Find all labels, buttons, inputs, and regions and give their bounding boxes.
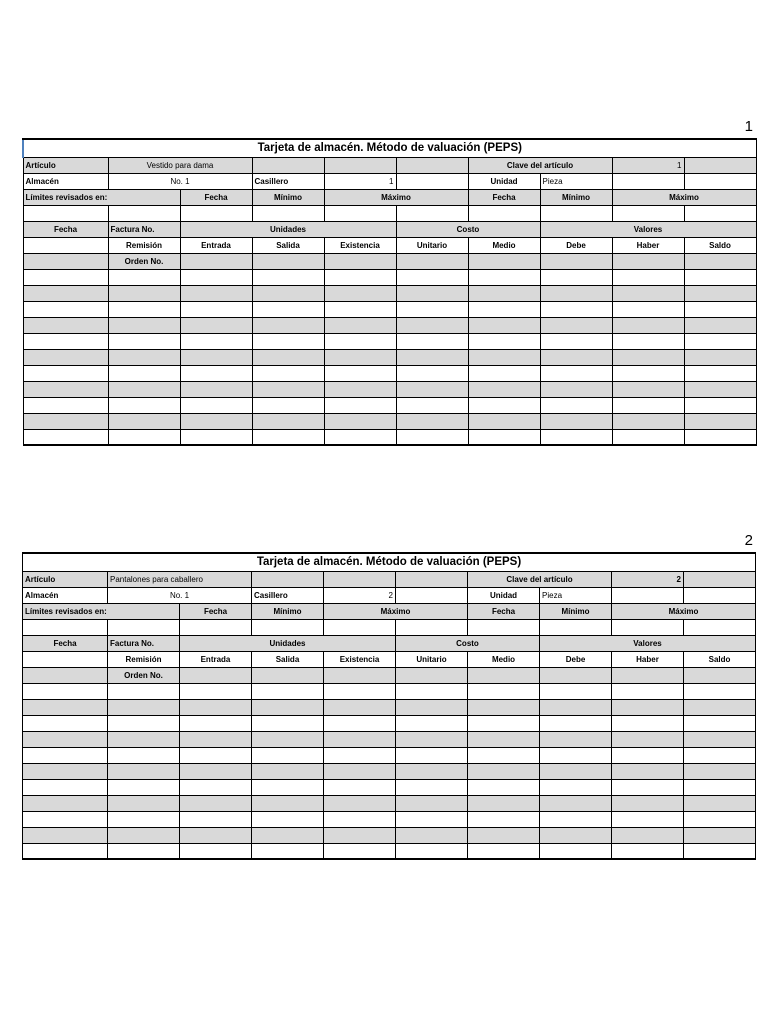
fecha-label: Fecha xyxy=(468,603,540,619)
card-number: 1 xyxy=(744,118,753,135)
col-existencia: Existencia xyxy=(324,651,396,667)
card-number: 2 xyxy=(744,532,753,549)
col-haber: Haber xyxy=(612,237,684,253)
col-existencia: Existencia xyxy=(324,237,396,253)
col-remision: Remisión xyxy=(108,237,180,253)
maximo-label: Máximo xyxy=(324,603,468,619)
col-unidades: Unidades xyxy=(180,635,396,651)
col-unitario: Unitario xyxy=(396,237,468,253)
col-costo: Costo xyxy=(396,221,540,237)
col-medio: Medio xyxy=(468,237,540,253)
col-unitario: Unitario xyxy=(396,651,468,667)
casillero-label: Casillero xyxy=(252,173,324,189)
card-title: Tarjeta de almacén. Método de valuación (PEPS) xyxy=(23,553,756,571)
articulo-value: Vestido para dama xyxy=(108,157,252,173)
maximo-label: Máximo xyxy=(612,603,756,619)
minimo-label: Mínimo xyxy=(252,603,324,619)
almacen-label: Almacén xyxy=(23,173,108,189)
col-entrada: Entrada xyxy=(180,651,252,667)
fecha-label: Fecha xyxy=(468,189,540,205)
almacen-label: Almacén xyxy=(23,587,108,603)
col-costo: Costo xyxy=(396,635,540,651)
col-factura: Factura No. xyxy=(108,221,180,237)
col-valores: Valores xyxy=(540,635,756,651)
unidad-label: Unidad xyxy=(468,587,540,603)
fecha-label: Fecha xyxy=(180,603,252,619)
clave-value: 1 xyxy=(612,157,684,173)
articulo-label: Artículo xyxy=(23,157,108,173)
unidad-value: Pieza xyxy=(540,173,612,189)
articulo-value: Pantalones para caballero xyxy=(108,571,252,587)
minimo-label: Mínimo xyxy=(540,189,612,205)
minimo-label: Mínimo xyxy=(252,189,324,205)
col-haber: Haber xyxy=(612,651,684,667)
articulo-label: Artículo xyxy=(23,571,108,587)
col-salida: Salida xyxy=(252,651,324,667)
col-debe: Debe xyxy=(540,651,612,667)
almacen-value: No. 1 xyxy=(108,587,252,603)
casillero-label: Casillero xyxy=(252,587,324,603)
inventory-table xyxy=(22,552,756,860)
col-debe: Debe xyxy=(540,237,612,253)
col-salida: Salida xyxy=(252,237,324,253)
clave-value: 2 xyxy=(612,571,684,587)
col-saldo: Saldo xyxy=(684,237,756,253)
maximo-label: Máximo xyxy=(612,189,756,205)
maximo-label: Máximo xyxy=(324,189,468,205)
minimo-label: Mínimo xyxy=(540,603,612,619)
limites-label: Límites revisados en: xyxy=(23,603,180,619)
clave-label: Clave del artículo xyxy=(468,571,612,587)
col-fecha: Fecha xyxy=(23,635,108,651)
unidad-label: Unidad xyxy=(468,173,540,189)
col-entrada: Entrada xyxy=(180,237,252,253)
inventory-table xyxy=(22,138,757,446)
col-remision: Remisión xyxy=(108,651,180,667)
col-orden: Orden No. xyxy=(108,667,180,683)
card-title: Tarjeta de almacén. Método de valuación (PEPS) xyxy=(23,139,756,157)
fecha-label: Fecha xyxy=(180,189,252,205)
casillero-value: 1 xyxy=(324,173,396,189)
col-fecha: Fecha xyxy=(23,221,108,237)
almacen-value: No. 1 xyxy=(108,173,252,189)
col-factura: Factura No. xyxy=(108,635,180,651)
col-unidades: Unidades xyxy=(180,221,396,237)
col-saldo: Saldo xyxy=(684,651,756,667)
casillero-value: 2 xyxy=(324,587,396,603)
col-orden: Orden No. xyxy=(108,253,180,269)
unidad-value: Pieza xyxy=(540,587,612,603)
clave-label: Clave del artículo xyxy=(468,157,612,173)
col-medio: Medio xyxy=(468,651,540,667)
col-valores: Valores xyxy=(540,221,756,237)
limites-label: Límites revisados en: xyxy=(23,189,180,205)
